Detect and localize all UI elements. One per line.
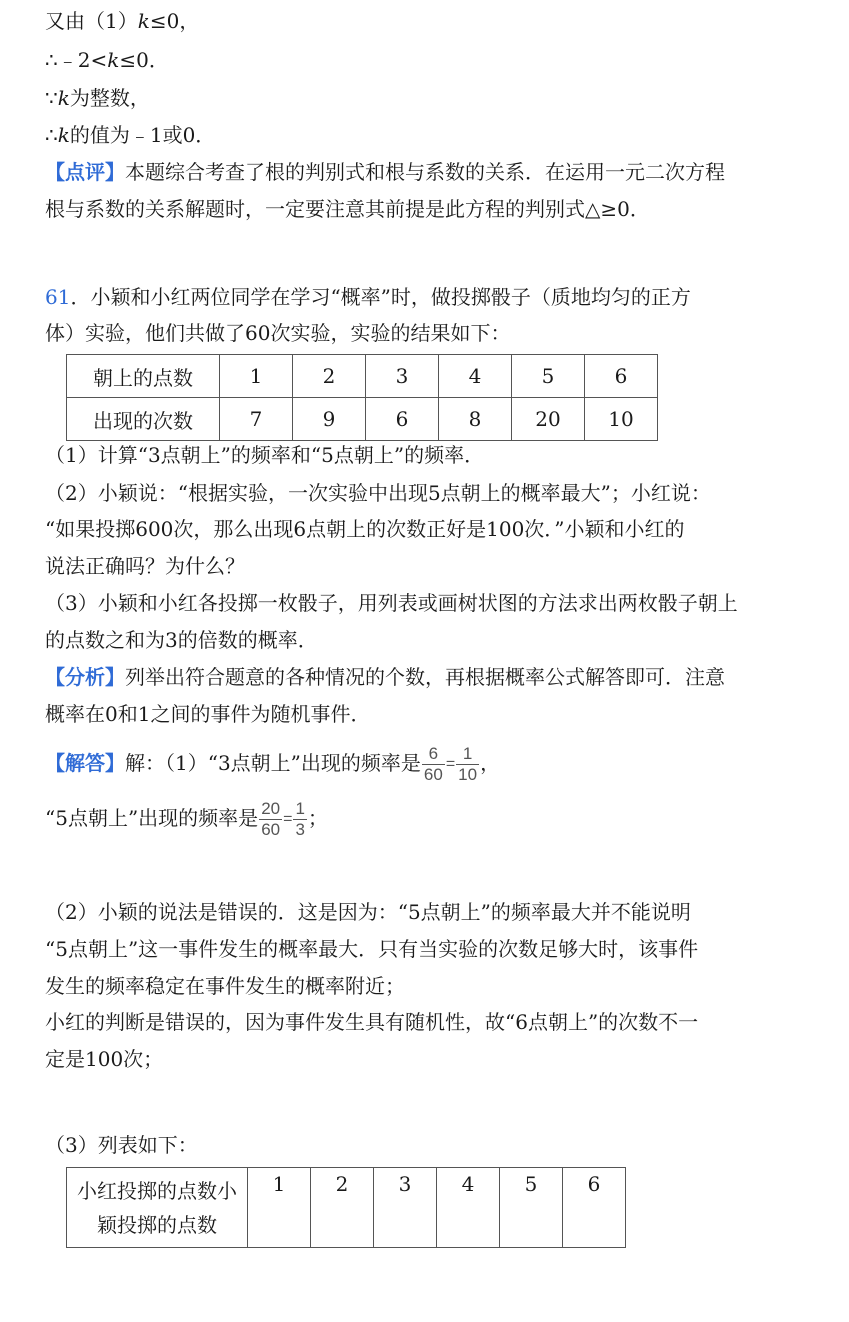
- problem-line-2: 体）实验，他们共做了60次实验，实验的结果如下：: [45, 321, 511, 345]
- table-row: [67, 355, 658, 398]
- answer-2-line-4: 小红的判断是错误的，因为事件发生具有随机性，故“6点朝上”的次数不一: [45, 1010, 699, 1034]
- table-cell: 9: [293, 398, 366, 441]
- table-cell: 6: [585, 355, 658, 398]
- sum-list-table: [66, 1167, 626, 1248]
- analysis-line-1: 【分析】列举出符合题意的各种情况的个数，再根据概率公式解答即可．注意: [45, 665, 725, 689]
- table-header-cell: 朝上的点数: [67, 355, 220, 398]
- answer-2-line-5: 定是100次；: [45, 1047, 164, 1071]
- intro-line-3: ∵k为整数，: [45, 86, 150, 110]
- problem-line-1: 61．小颖和小红两位同学在学习“概率”时，做投掷骰子（质地均匀的正方: [45, 285, 691, 309]
- table-header-cell: 小红投掷的点数小 颖投掷的点数: [67, 1168, 248, 1248]
- question-2-line-3: 说法正确吗？为什么？: [45, 554, 245, 578]
- table-cell: 2: [311, 1168, 374, 1248]
- answer-3-line: （3）列表如下：: [45, 1133, 198, 1157]
- table-cell: 6: [563, 1168, 626, 1248]
- table-cell: 4: [439, 355, 512, 398]
- table-cell: 10: [585, 398, 658, 441]
- fraction: $\frac{1}{3}$: [295, 799, 305, 839]
- table-cell: 3: [374, 1168, 437, 1248]
- table-row: [67, 398, 658, 441]
- intro-line-1: 又由（1）k≤0，: [45, 9, 200, 33]
- table-cell: 5: [512, 355, 585, 398]
- answer-tag: 【解答】: [45, 751, 125, 775]
- table-cell: 4: [437, 1168, 500, 1248]
- table-cell: 5: [500, 1168, 563, 1248]
- table-cell: 1: [220, 355, 293, 398]
- intro-line-2: ∴﹣2<k≤0．: [45, 48, 169, 72]
- table-cell: 20: [512, 398, 585, 441]
- table-header-cell: 出现的次数: [67, 398, 220, 441]
- question-3-line-2: 的点数之和为3的倍数的概率．: [45, 628, 318, 652]
- table-cell: 2: [293, 355, 366, 398]
- answer-2-line-2: “5点朝上”这一事件发生的概率最大．只有当实验的次数足够大时，该事件: [45, 937, 699, 961]
- table-cell: 1: [248, 1168, 311, 1248]
- fraction: $\frac{20}{60}$: [261, 799, 281, 839]
- fraction: $\frac{1}{10}$: [458, 744, 478, 784]
- table-cell: 6: [366, 398, 439, 441]
- analysis-line-2: 概率在0和1之间的事件为随机事件．: [45, 702, 371, 726]
- comment-line-1: 【点评】本题综合考查了根的判别式和根与系数的关系．在运用一元二次方程: [45, 160, 725, 184]
- dice-results-table: [66, 354, 658, 441]
- intro-line-4: ∴k的值为﹣1或0．: [45, 123, 216, 147]
- question-2-line-1: （2）小颖说：“根据实验，一次实验中出现5点朝上的概率最大”；小红说：: [45, 481, 711, 505]
- table-row: [67, 1168, 626, 1248]
- answer-line-2: “5点朝上”出现的频率是 $\frac{20}{60}$ = $\frac{1}{3}$ ；: [45, 799, 328, 839]
- table-cell: 3: [366, 355, 439, 398]
- question-3-line-1: （3）小颖和小红各投掷一枚骰子，用列表或画树状图的方法求出两枚骰子朝上: [45, 591, 738, 615]
- table-cell: 7: [220, 398, 293, 441]
- analysis-tag: 【分析】: [45, 665, 125, 689]
- question-1: （1）计算“3点朝上”的频率和“5点朝上”的频率．: [45, 443, 485, 467]
- question-2-line-2: “如果投掷600次，那么出现6点朝上的次数正好是100次．”小颖和小红的: [45, 517, 685, 541]
- comment-tag: 【点评】: [45, 160, 125, 184]
- answer-2-line-3: 发生的频率稳定在事件发生的概率附近；: [45, 974, 405, 998]
- table-cell: 8: [439, 398, 512, 441]
- problem-number: 61: [45, 285, 71, 309]
- comment-line-2: 根与系数的关系解题时，一定要注意其前提是此方程的判别式△≥0．: [45, 197, 650, 221]
- answer-line-1: 【解答】解：（1）“3点朝上”出现的频率是 $\frac{6}{60}$ = $\frac{1}{10}$ ，: [45, 744, 501, 784]
- fraction: $\frac{6}{60}$: [423, 744, 443, 784]
- answer-2-line-1: （2）小颖的说法是错误的．这是因为：“5点朝上”的频率最大并不能说明: [45, 900, 691, 924]
